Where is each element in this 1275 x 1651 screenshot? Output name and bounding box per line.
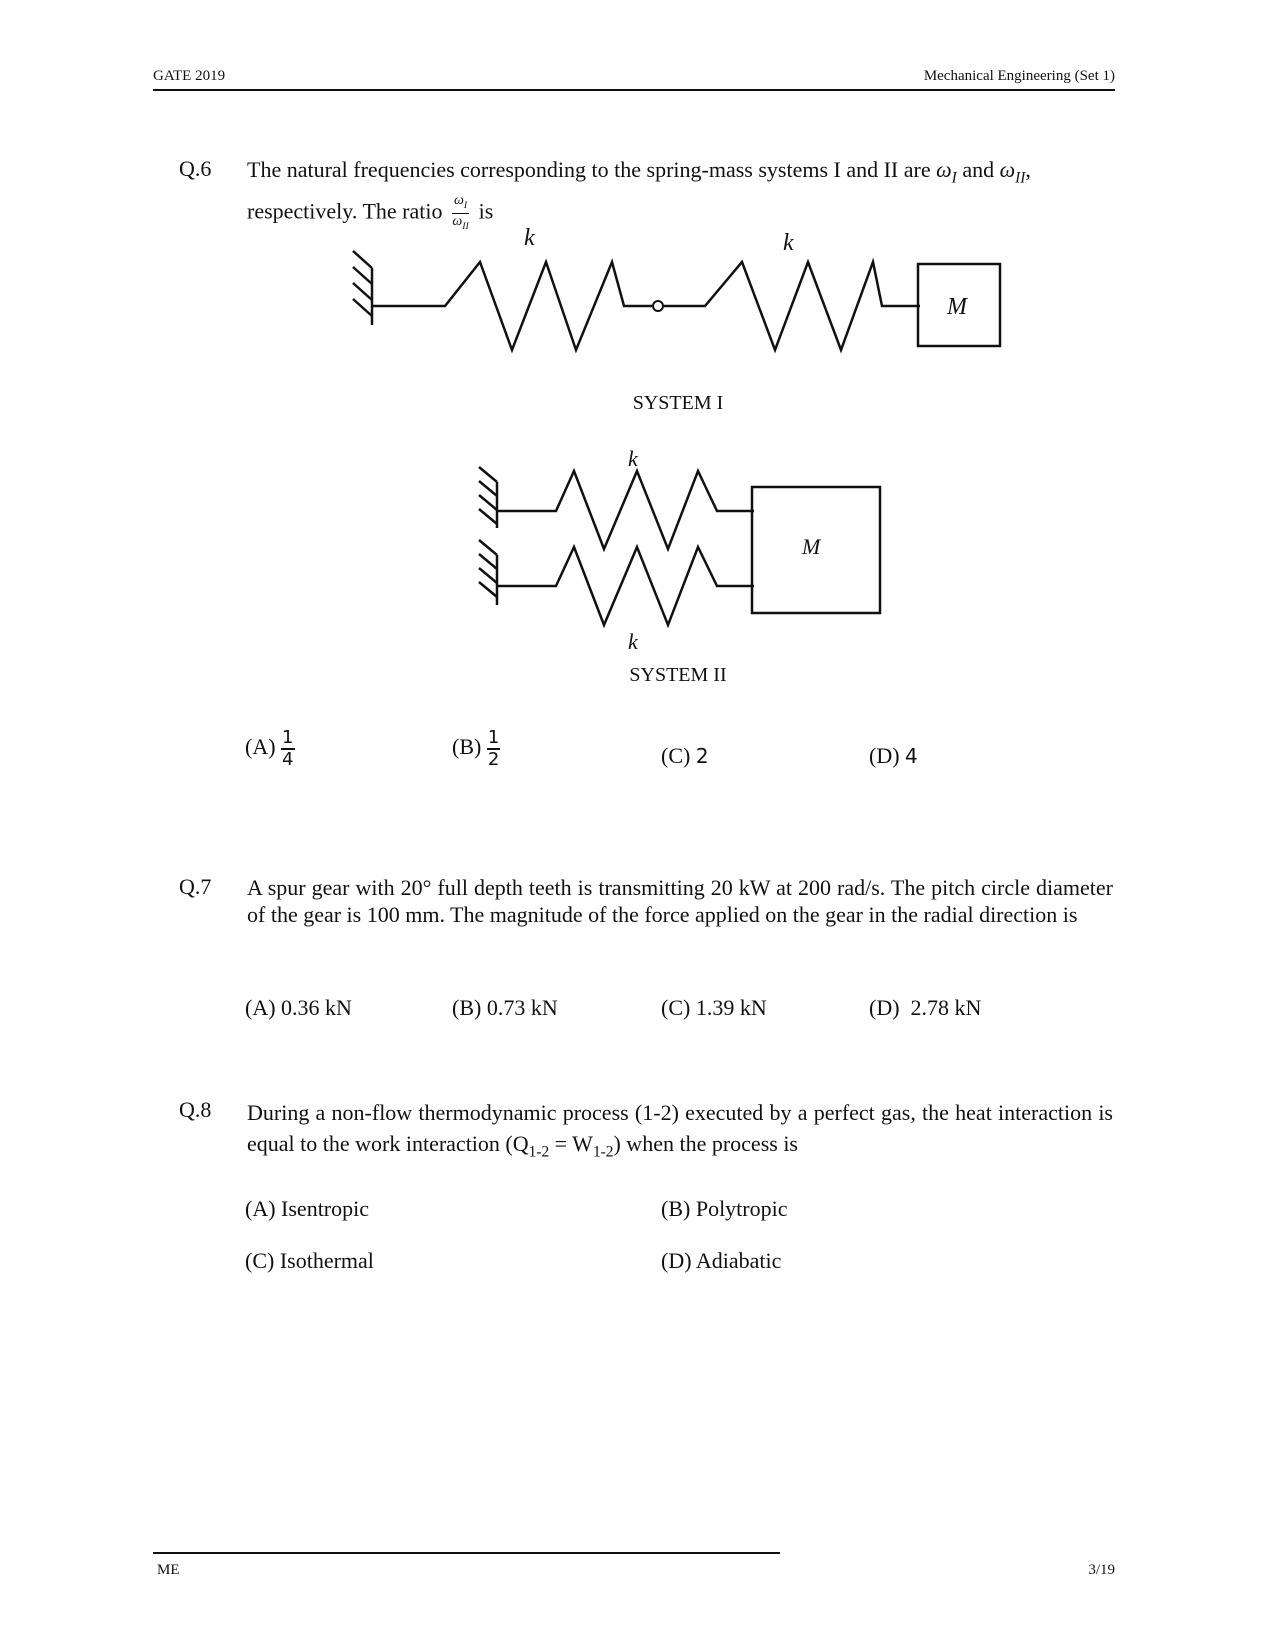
page-number: 3/19 [1088, 1562, 1115, 1578]
system1-mass-label: M [947, 294, 967, 320]
header-left: GATE 2019 [153, 68, 226, 84]
q6-option-b[interactable]: (B) $\frac{1}{2}$ [452, 727, 500, 770]
header-right: Mechanical Engineering (Set 1) [923, 68, 1115, 84]
system2-label: SYSTEM II [629, 664, 727, 686]
q8-option-a[interactable]: (A) Isentropic [245, 1196, 370, 1221]
system1-wall [353, 251, 372, 325]
q7-option-a[interactable]: (A) 0.36 kN [245, 995, 352, 1020]
system1-spring-1 [372, 262, 652, 350]
spring-mass-diagram [0, 0, 1275, 700]
system2-wall-bottom [479, 540, 497, 605]
system1-k2-label: k [783, 230, 794, 256]
system1-k1-label: k [524, 225, 535, 251]
q6-text-comma: , [1025, 157, 1031, 182]
system2-wall-top [479, 467, 497, 528]
system2-k-top-label: k [628, 446, 638, 471]
footer-left: ME [157, 1562, 180, 1578]
q6-number: Q.6 [179, 156, 212, 181]
system2-mass-label: M [802, 534, 821, 559]
q6-text-a: The natural frequencies corresponding to the spring-mass systems I and II are [247, 157, 937, 182]
q6-option-c[interactable]: (C) 2 [661, 743, 709, 768]
system1-node [653, 301, 663, 311]
q8-text: During a non-flow thermodynamic process (1-2) executed by a perfect gas, the heat interaction is equal to the work interaction $(Q_{1-2} = W_{1-2})$ when the process is [247, 1100, 1113, 1161]
system2-spring-bottom [497, 547, 754, 625]
q7-text: A spur gear with 20° full depth teeth is transmitting 20 kW at 200 rad/s. The pitch circle diameter of the gear is 100 mm. The magnitude of the force applied on the gear in the radial direction is [247, 875, 1113, 927]
q8-number: Q.8 [179, 1097, 212, 1122]
system2-k-bottom-label: k [628, 629, 638, 654]
q6-text-and: and [956, 157, 1000, 182]
q6-text-b: respectively. The ratio [247, 198, 448, 224]
omega-ratio: $\frac{\omega_I}{\omega_{II}}$ [452, 193, 469, 232]
system2-spring-top [497, 471, 754, 549]
system1-label: SYSTEM I [632, 392, 724, 414]
q7-number: Q.7 [179, 874, 212, 899]
system1-spring-2 [664, 262, 920, 350]
q8-option-d[interactable]: (D) Adiabatic [661, 1248, 782, 1273]
q6-text-is: is [473, 198, 494, 224]
q8-option-b[interactable]: (B) Polytropic [661, 1196, 788, 1221]
q8-option-c[interactable]: (C) Isothermal [245, 1248, 374, 1273]
q6-option-d[interactable]: (D) 4 [869, 743, 918, 768]
q7-option-c[interactable]: (C) 1.39 kN [661, 995, 767, 1020]
q6-option-b-fraction: $\frac{1}{2}$ [487, 727, 500, 770]
q7-option-d[interactable]: (D) 2.78 kN [869, 995, 982, 1020]
q6-option-a-fraction: $\frac{1}{4}$ [282, 727, 294, 770]
footer-rule [153, 1552, 780, 1554]
q6-option-a[interactable]: (A) $\frac{1}{4}$ [245, 727, 294, 770]
omega-ii: $\omega_{II}$ [999, 157, 1026, 187]
omega-i: $\omega_I$ [936, 157, 957, 187]
q7-option-b[interactable]: (B) 0.73 kN [452, 995, 558, 1020]
